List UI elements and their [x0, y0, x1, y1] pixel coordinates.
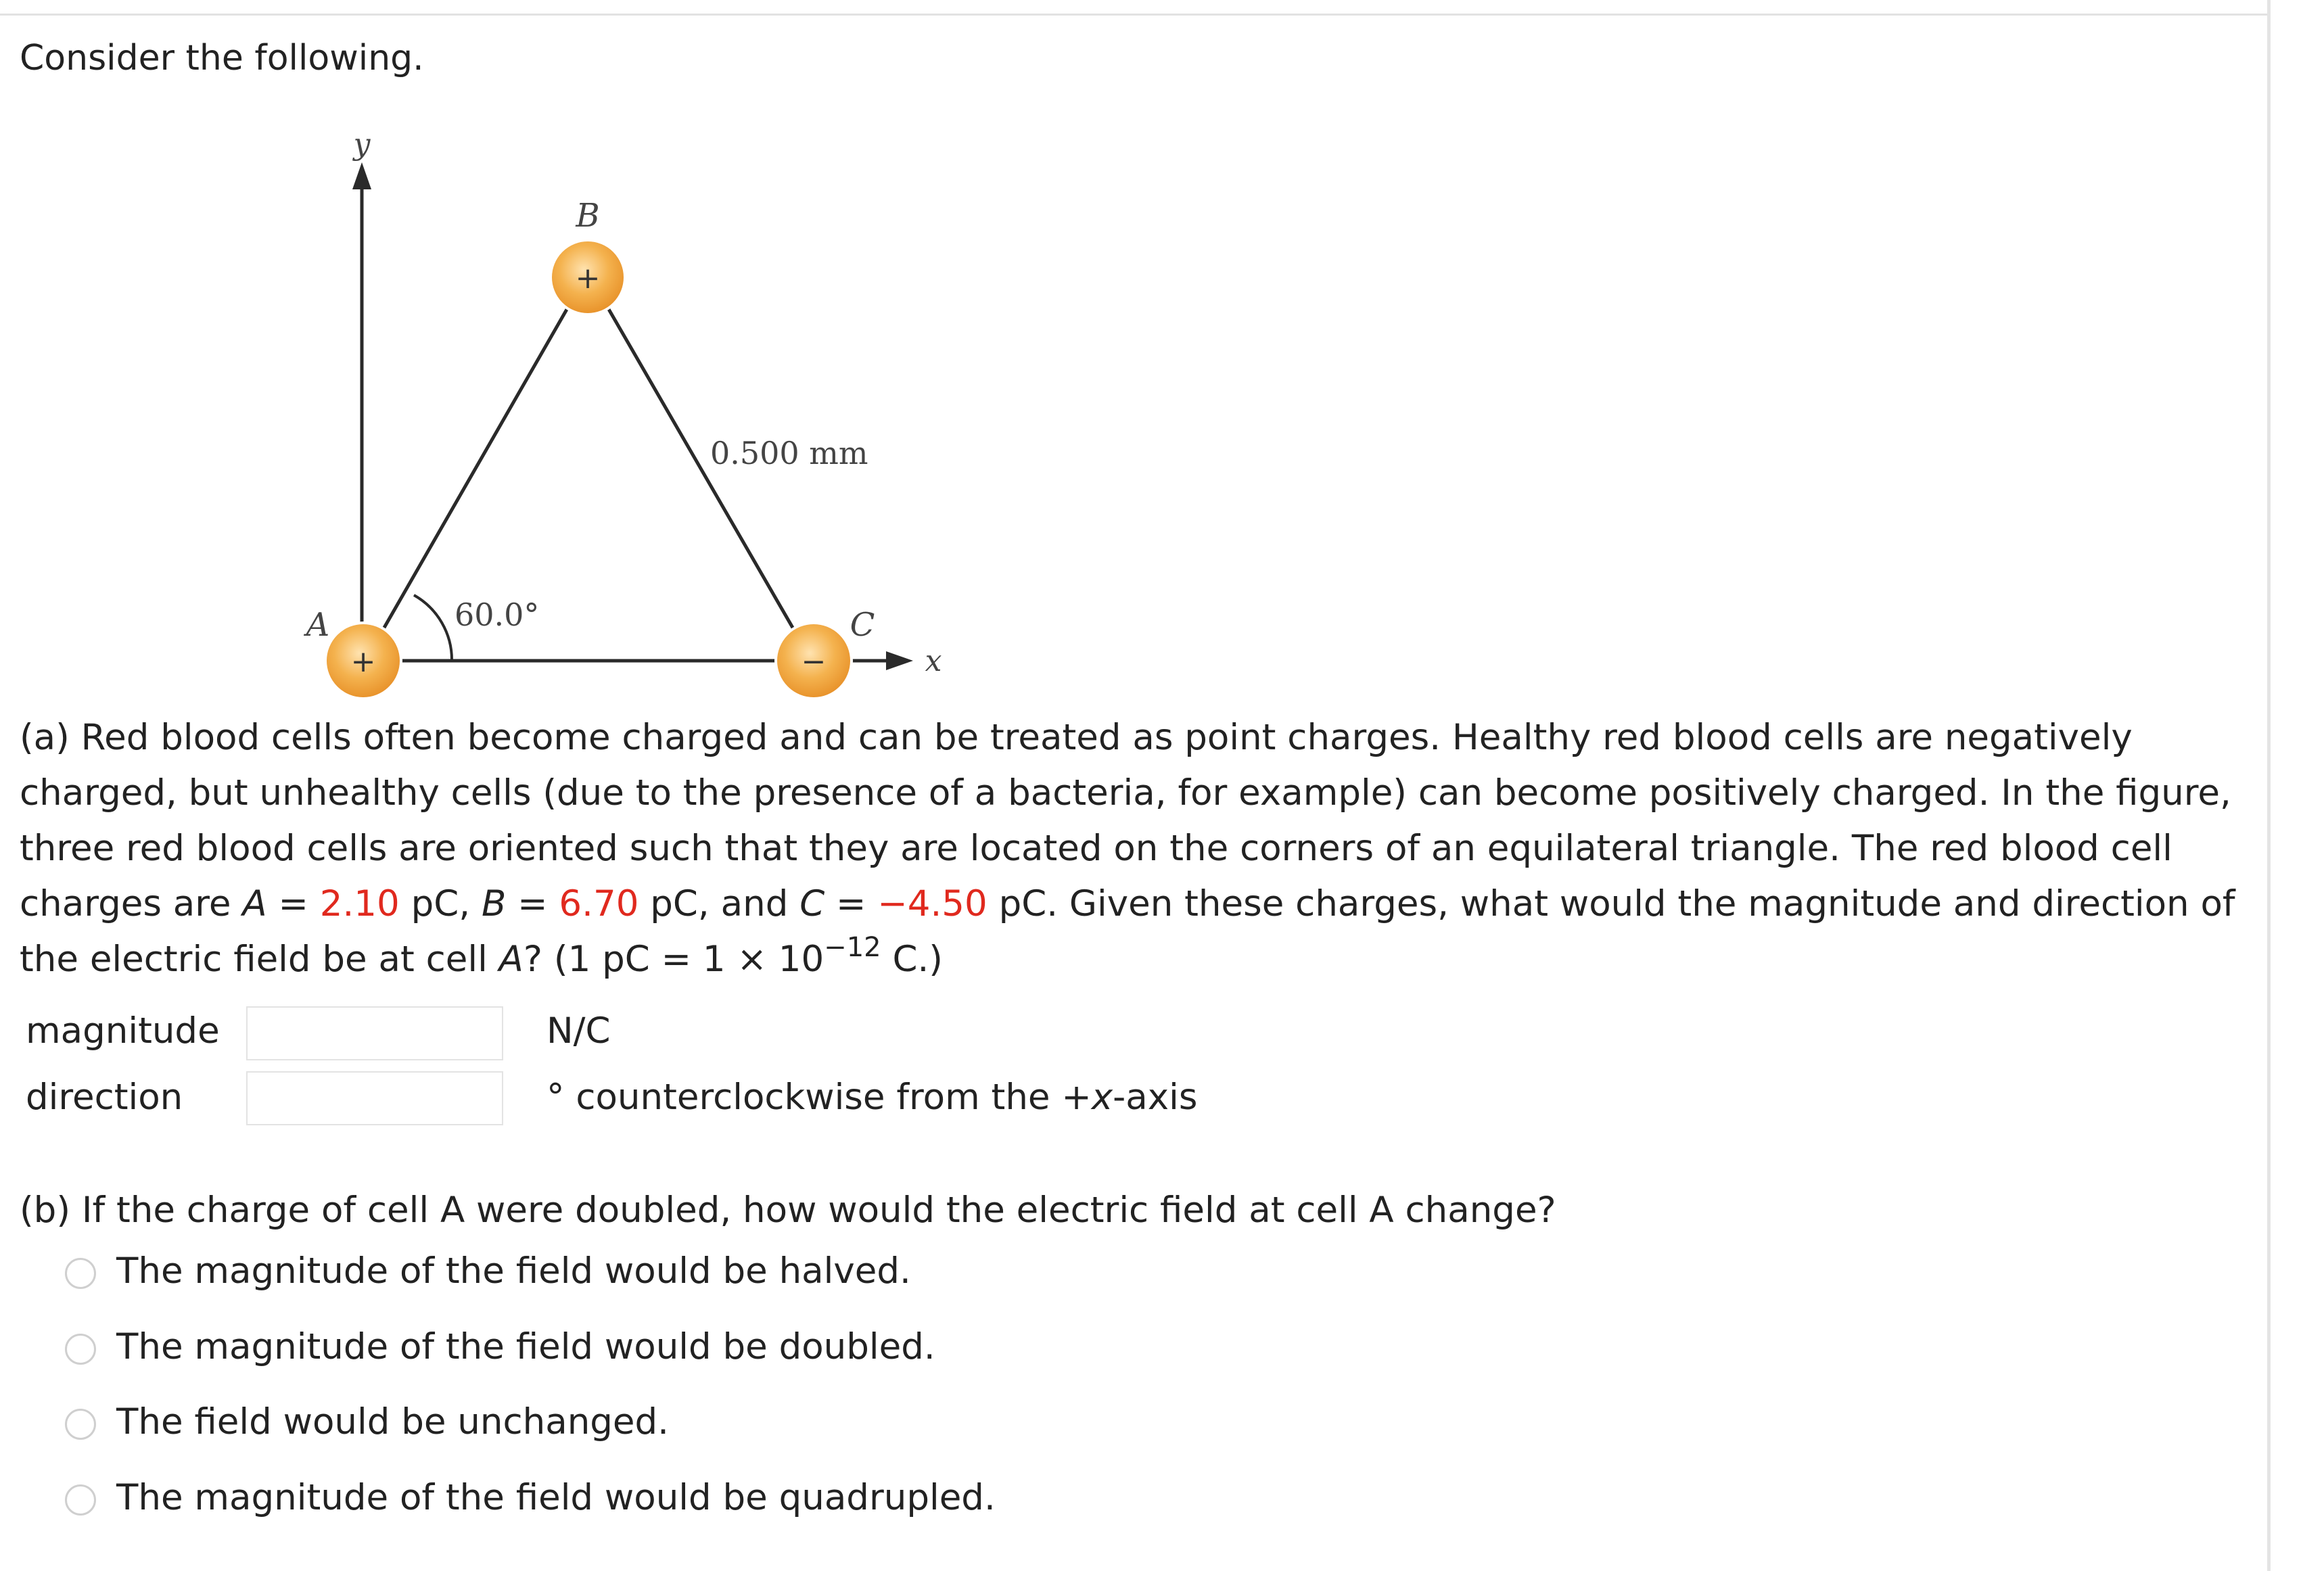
charge-b-label: B [576, 197, 600, 235]
value-a: 2.10 [319, 883, 400, 924]
var-a: A [242, 883, 267, 924]
top-divider [0, 0, 2267, 16]
part-b-question: (b) If the charge of cell A were doubled, how would the electric field at cell A change? [20, 1190, 1556, 1231]
radio-button[interactable] [65, 1484, 96, 1516]
charge-c-label: C [850, 606, 875, 644]
triangle-side-ab [379, 298, 574, 637]
x-axis-arrow [886, 651, 913, 670]
magnitude-input[interactable] [246, 1006, 503, 1060]
radio-button[interactable] [65, 1334, 96, 1365]
eq-b: = [506, 883, 559, 924]
exponent: −12 [824, 932, 881, 963]
option-label: The field would be unchanged. [116, 1401, 670, 1443]
conversion-text: ? (1 pC = 1 × 10 [523, 939, 824, 980]
direction-label: direction [26, 1077, 183, 1118]
part-a-question [20, 710, 2265, 987]
var-b: B [481, 883, 507, 924]
var-c: C [799, 883, 825, 924]
direction-unit [547, 1077, 1197, 1118]
var-a2: A [498, 939, 524, 980]
charge-b-sign: + [575, 261, 601, 296]
charge-a-sign: + [350, 644, 376, 679]
direction-unit-post: -axis [1113, 1077, 1198, 1118]
value-b: 6.70 [559, 883, 639, 924]
triangle-figure [257, 108, 1001, 717]
y-axis-arrow [352, 162, 371, 189]
part-a-text: (a) Red blood cells often become charged and can be treated as point charges. Healthy red blood cells are negatively charged, but unhealthy cells (due to the presence of a bacteria, for example) can become positively charged. In the figure, three red blood cells are oriented such that they are located on the corners of an equilateral triangle. The red blood cell charges are [20, 717, 2231, 924]
option-label: The magnitude of the field would be halved. [116, 1250, 911, 1292]
magnitude-unit: N/C [547, 1010, 611, 1052]
magnitude-label: magnitude [26, 1010, 220, 1052]
charge-a-label: A [306, 606, 330, 644]
value-c: −4.50 [877, 883, 987, 924]
angle-label: 60.0° [455, 596, 540, 633]
y-axis-label: y [353, 127, 371, 162]
conversion-tail: C.) [881, 939, 943, 980]
unit-c: pC. Given these charges, what would the magnitude and direction of the electric field be at cell [20, 883, 2235, 980]
radio-button[interactable] [65, 1258, 96, 1289]
eq-c: = [824, 883, 878, 924]
charge-c-sign: − [801, 644, 827, 679]
angle-arc [414, 595, 452, 661]
right-scroll-edge [2267, 0, 2271, 1571]
unit-b: pC, and [638, 883, 800, 924]
eq-a: = [266, 883, 320, 924]
direction-unit-var: x [1091, 1077, 1113, 1118]
option-label: The magnitude of the field would be doubled. [116, 1326, 935, 1367]
direction-unit-pre: ° counterclockwise from the + [547, 1077, 1092, 1118]
intro-text: Consider the following. [20, 38, 424, 78]
radio-button[interactable] [65, 1409, 96, 1440]
direction-input[interactable] [246, 1071, 503, 1125]
side-length-label: 0.500 mm [710, 435, 868, 471]
unit-a: pC, [399, 883, 482, 924]
x-axis-label: x [925, 644, 942, 678]
option-label: The magnitude of the field would be quadrupled. [116, 1477, 996, 1518]
